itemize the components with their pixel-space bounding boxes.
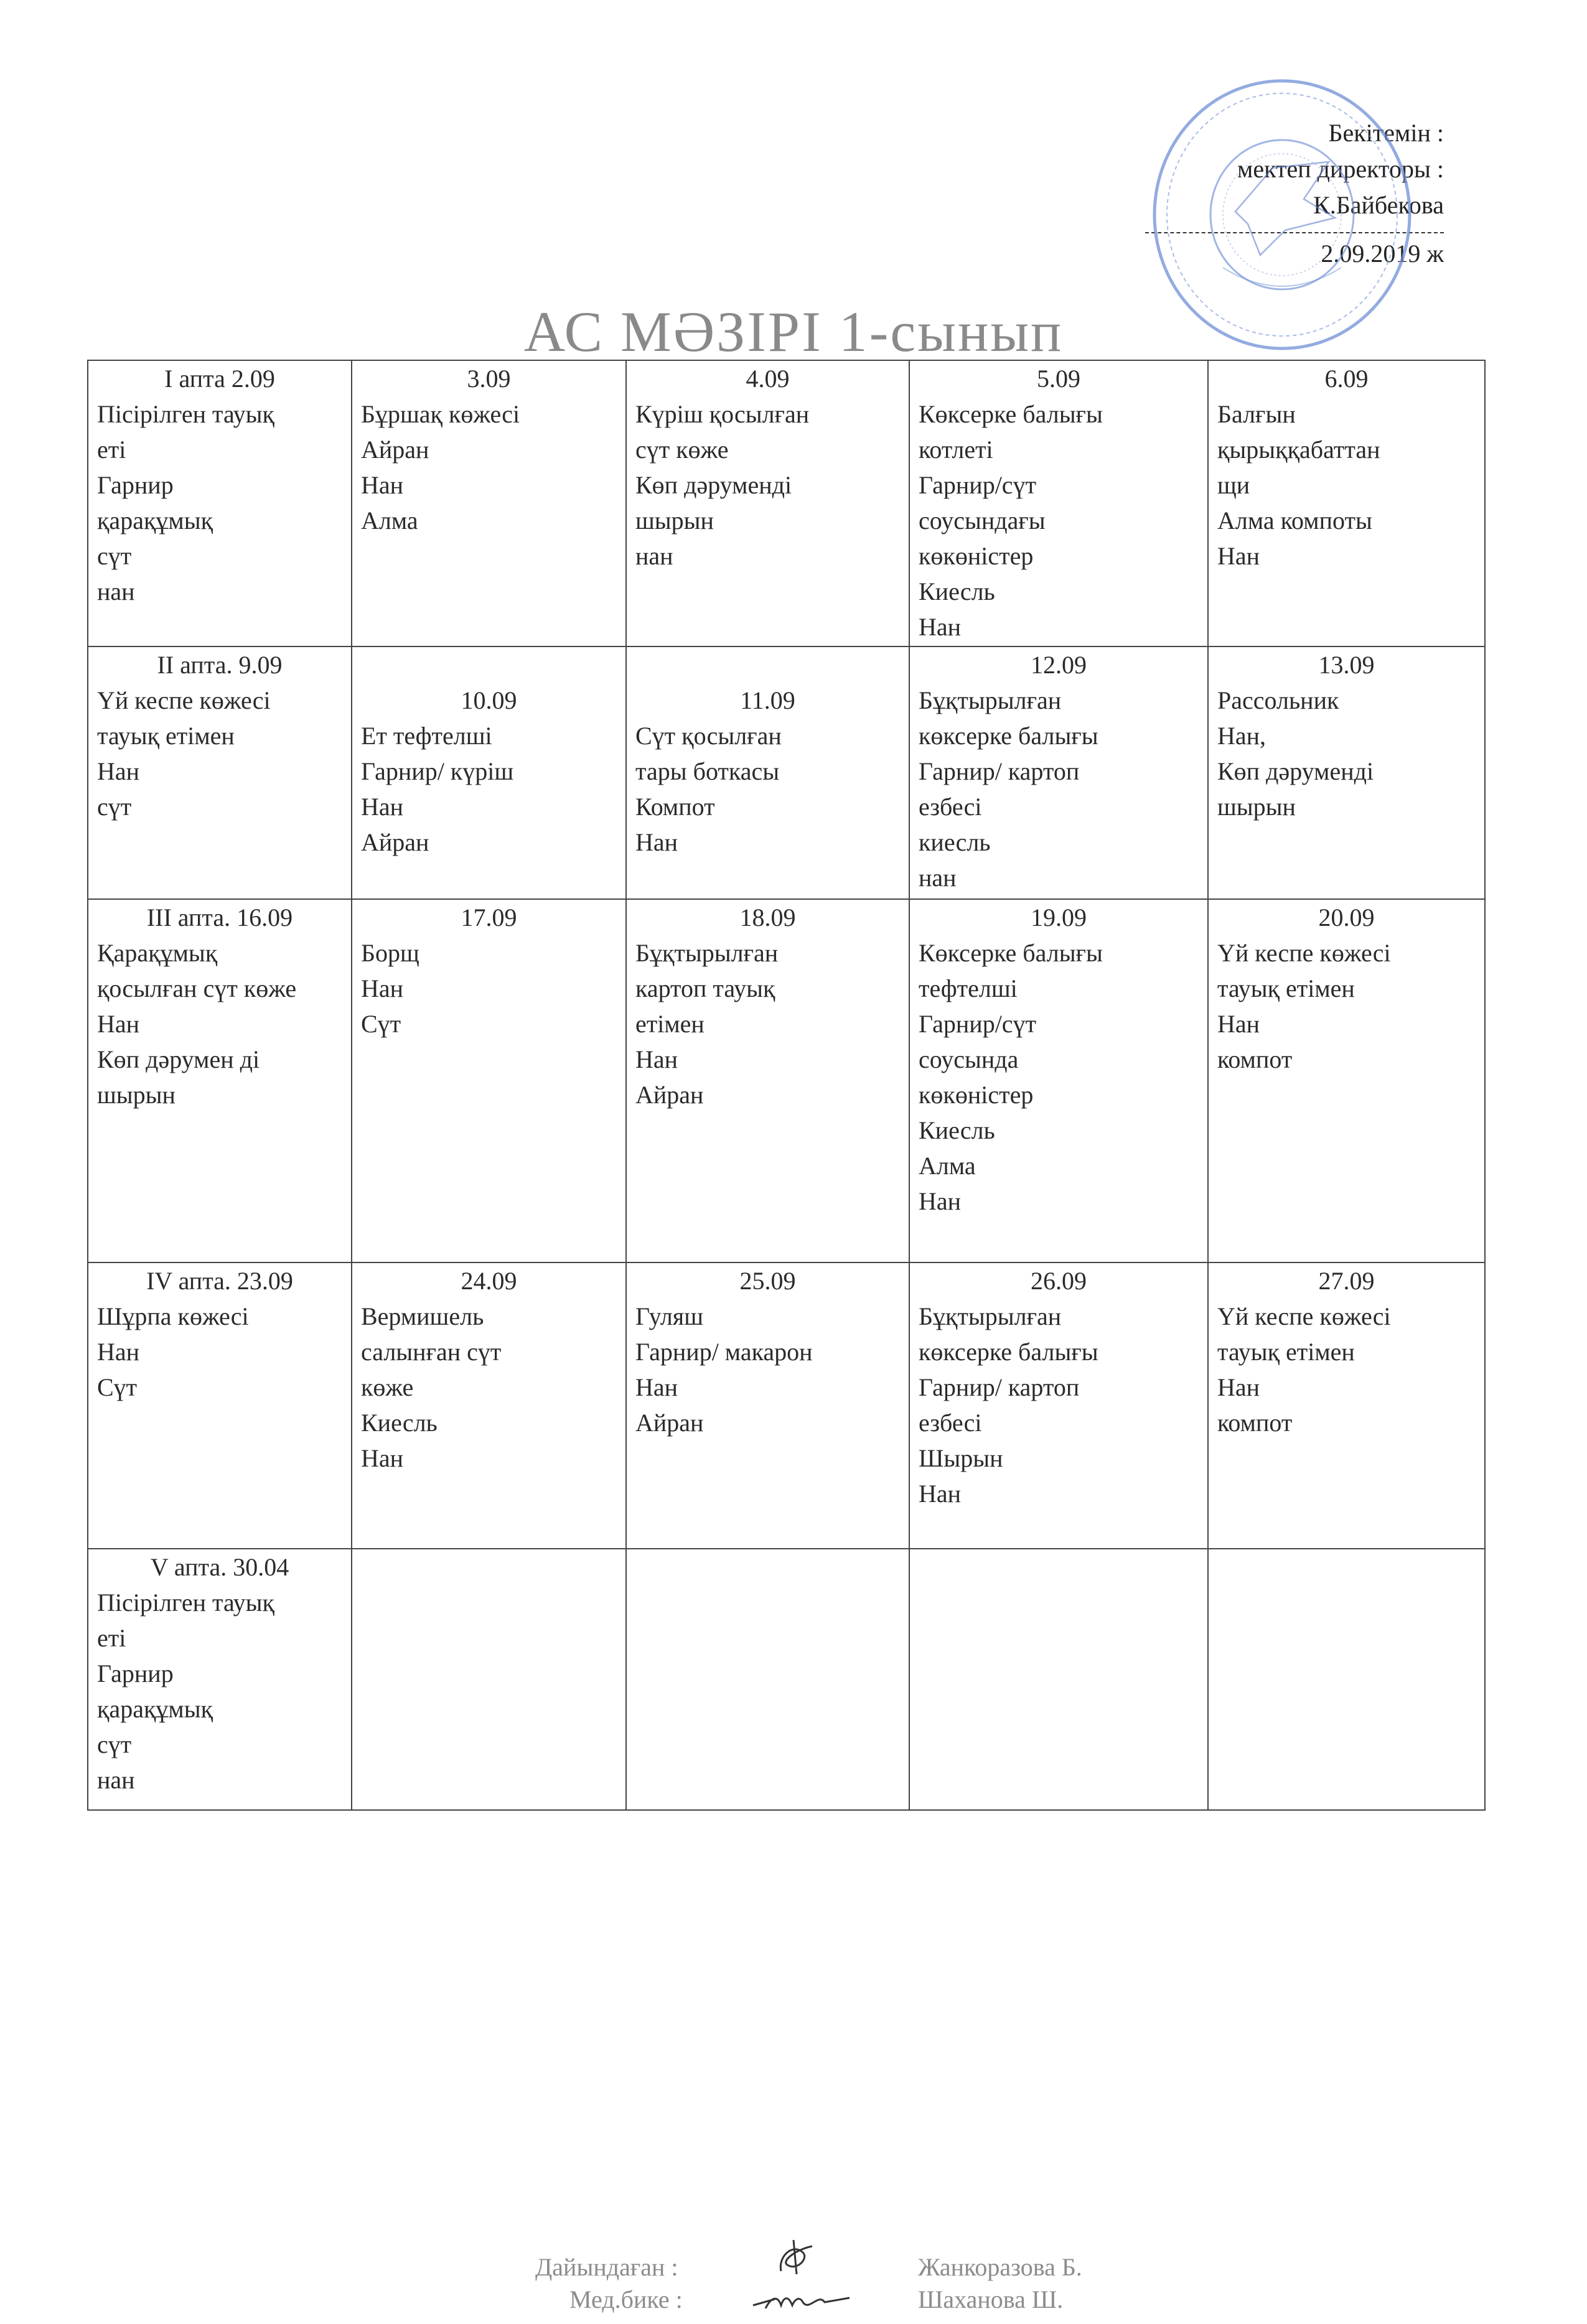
nurse-name: Шаханова Ш. [918,2285,1064,2313]
day-menu: Рассольник Нан, Көп дәруменді шырын [1217,686,1374,821]
approval-signature-line [1145,232,1444,233]
week-row-2 [88,646,1485,899]
day-date: 11.09 [740,686,795,714]
day-cell [88,646,352,899]
day-cell [909,899,1208,1262]
day-cell [1208,646,1485,899]
nurse-label: Мед.бике : [569,2285,683,2313]
day-date: 5.09 [1037,365,1080,393]
day-cell [88,899,352,1262]
day-date: 10.09 [461,686,517,714]
day-date: 6.09 [1324,365,1369,393]
day-cell [909,1262,1208,1549]
week-row-1 [88,360,1485,646]
day-menu: Пісірілген тауық еті Гарнир қарақұмық сүт нан [97,1589,274,1794]
page-title: АС МӘЗІРІ 1-сынып [523,300,1064,363]
approval-role: мектеп директоры : [1237,155,1444,183]
day-date: 18.09 [739,903,796,931]
day-menu: Вермишель салынған сүт көже Киесль Нан [361,1302,502,1472]
day-cell [88,1262,352,1549]
day-menu: Бұқтырылған көксерке балығы Гарнир/ картоп езбесі Шырын Нан [919,1302,1098,1508]
day-menu: Бұқтырылған көксерке балығы Гарнир/ картоп езбесі киесль нан [919,686,1098,892]
day-cell [1208,360,1485,646]
day-menu: Сүт қосылған тары боткасы Компот Нан [635,722,782,856]
day-date: 13.09 [1318,651,1375,679]
day-menu: Ет тефтелші Гарнир/ күріш Нан Айран [361,722,514,856]
day-date: ІІ апта. 9.09 [157,651,283,679]
day-menu: Көксерке балығы тефтелші Гарнир/сүт соусында көкөністер Киесль Алма Нан [919,939,1103,1215]
day-cell [1208,1262,1485,1549]
day-cell [352,1262,626,1549]
approval-date: 2.09.2019 ж [1321,240,1444,268]
day-cell [88,1549,352,1810]
approval-label: Бекітемін : [1328,119,1444,147]
day-menu: Гуляш Гарнир/ макарон Нан Айран [635,1302,813,1437]
day-menu: Үй кеспе көжесі тауық етімен Нан компот [1217,939,1391,1073]
week-row-4 [88,1262,1485,1549]
day-date: 26.09 [1031,1267,1087,1295]
day-cell [909,646,1208,899]
day-menu: Күріш қосылған сүт көже Көп дәруменді шырын нан [635,400,810,570]
day-date: 17.09 [461,903,517,931]
day-date: 25.09 [739,1267,796,1295]
day-menu: Бұқтырылған картоп тауық етімен Нан Айран [635,939,779,1109]
day-date: 4.09 [746,365,790,393]
day-cell [626,360,909,646]
day-cell [1208,899,1485,1262]
day-cell [1208,1549,1485,1810]
day-cell [909,360,1208,646]
day-cell [626,646,909,899]
day-date: 20.09 [1318,903,1375,931]
menu-table [87,360,1486,1811]
day-date: V апта. 30.04 [150,1553,289,1581]
day-cell [352,646,626,899]
day-menu: Шұрпа көжесі Нан Сүт [97,1302,249,1401]
approval-name: К.Байбекова [1313,191,1444,219]
day-menu: Көксерке балығы котлеті Гарнир/сүт соусындағы көкөністер Киесль Нан [919,400,1103,641]
day-menu: Үй кеспе көжесі тауық етімен Нан сүт [97,686,271,821]
prepared-by-signature [769,2237,825,2280]
day-date: ІІІ апта. 16.09 [146,903,293,931]
day-menu: Балғын қырыққабаттан щи Алма компоты Нан [1217,400,1380,570]
day-menu: Бұршақ көжесі Айран Нан Алма [361,400,520,534]
day-date: 27.09 [1318,1267,1375,1295]
day-date: 19.09 [1031,903,1087,931]
day-menu: Борщ Нан Сүт [361,939,419,1038]
day-cell [88,360,352,646]
day-cell [352,899,626,1262]
prepared-by-label: Дайындаған : [535,2253,678,2281]
day-cell [626,899,909,1262]
day-date: 3.09 [467,365,511,393]
week-row-3 [88,899,1485,1262]
approval-block [1145,115,1444,272]
day-menu: Қарақұмық қосылған сүт көже Нан Көп дәрумен ді шырын [97,939,297,1109]
day-cell [352,360,626,646]
prepared-by-name: Жанкоразова Б. [918,2253,1082,2281]
day-date: ІV апта. 23.09 [146,1267,293,1295]
day-cell [352,1549,626,1810]
day-menu: Үй кеспе көжесі тауық етімен Нан компот [1217,1302,1391,1437]
day-cell [626,1262,909,1549]
week-row-5 [88,1549,1485,1810]
day-date: 24.09 [461,1267,517,1295]
nurse-signature [750,2280,868,2324]
day-cell [909,1549,1208,1810]
day-menu: Пісірілген тауық еті Гарнир қарақұмық сүт нан [97,400,274,605]
day-date: 12.09 [1031,651,1087,679]
day-cell [626,1549,909,1810]
day-date: І апта 2.09 [164,365,275,393]
